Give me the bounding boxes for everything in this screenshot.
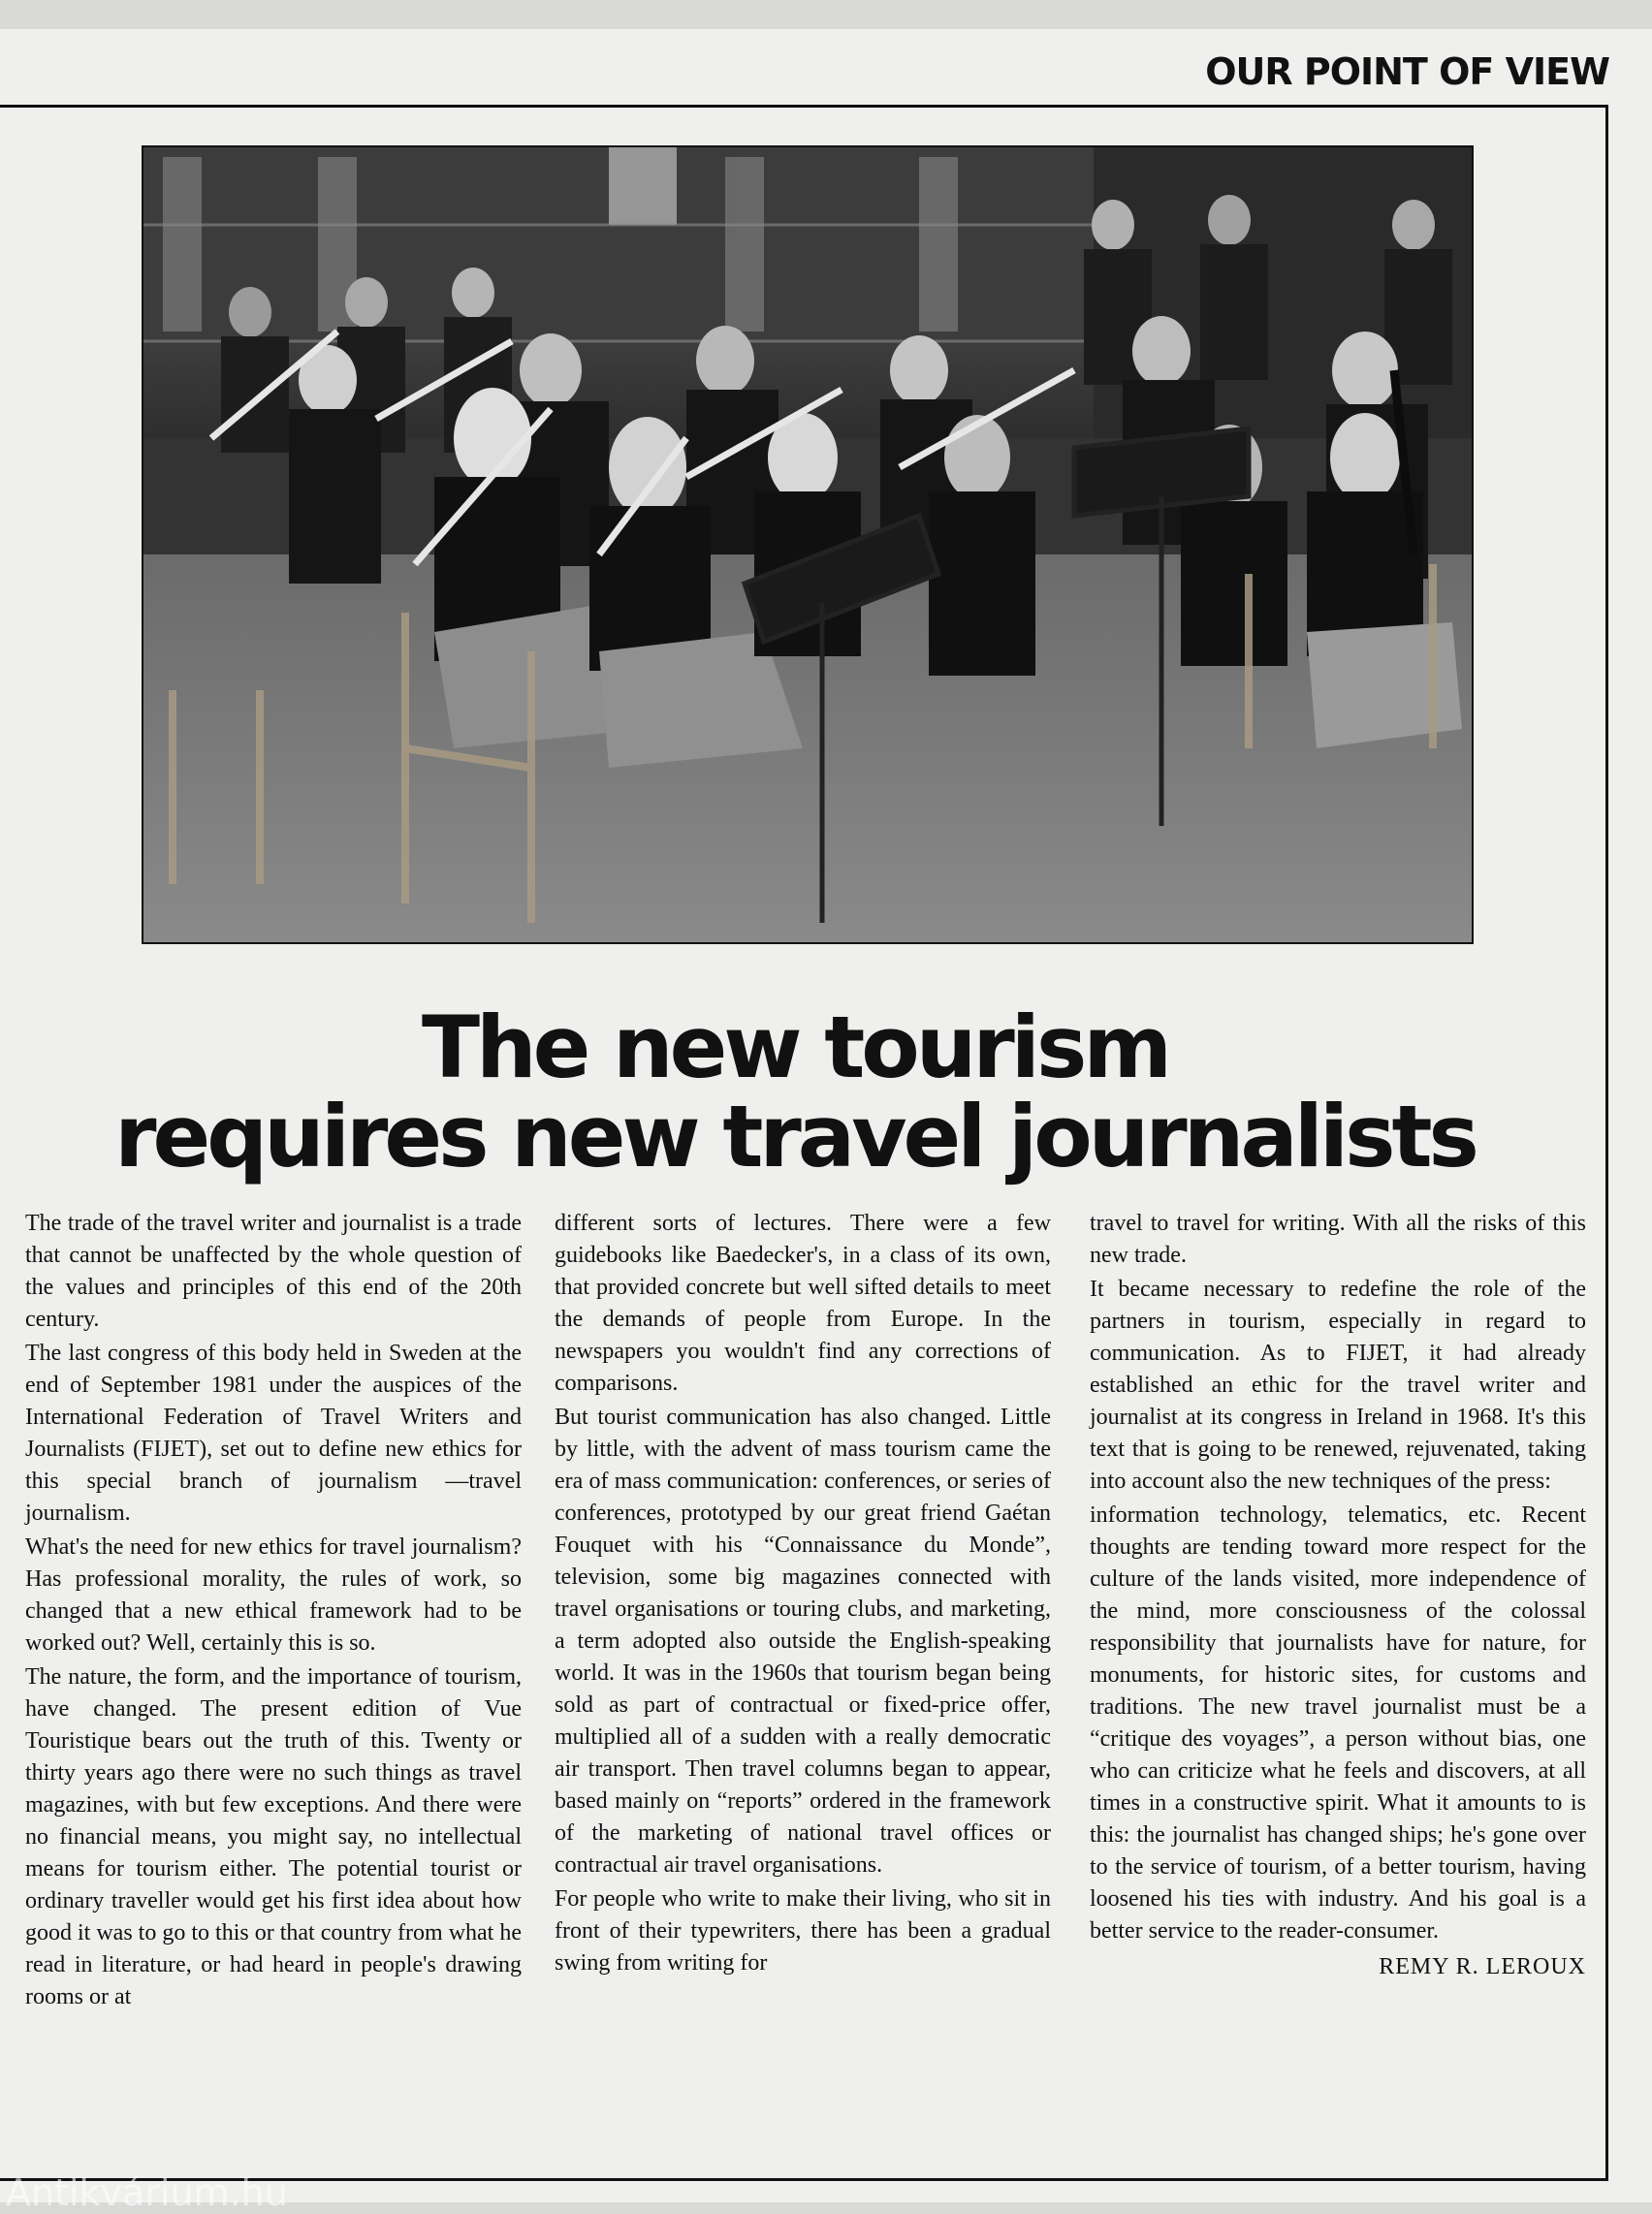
paragraph: different sorts of lectures. There were a few guidebooks like Baedecker's, in a class of its own, that provided concrete but well sifted details to meet the demands of people from Europe. In the newspapers you wouldn't find any corrections of comparisons. — [555, 1211, 1051, 1396]
paragraph: The trade of the travel writer and journalist is a trade that cannot be unaffected by the whole question of the values and principles of this end of the 20th century. — [25, 1211, 522, 1332]
column-1 — [25, 1208, 522, 2015]
paragraph: The last congress of this body held in Sweden at the end of September 1981 under the auspices of the International Federation of Travel Writers and Journalists (FIJET), set out to define new ethics for this special branch of journalism —travel journalism. — [25, 1341, 522, 1526]
paragraph: But tourist communication has also changed. Little by little, with the advent of mass tourism came the era of mass communication: conferences, or series of conferences, prototyped by our great friend Gaétan Fouquet with his “Connaissance du Monde”, television, some big magazines connected with travel organisations or touring clubs, and marketing, a term adopted also outside the English-speaking world. It was in the 1960s that tourism began being sold as part of contractual or fixed-price offer, multiplied all of a sudden with a really democratic air transport. Then travel columns began to appear, based mainly on “reports” ordered in the framework of the marketing of national travel offices or contractual air travel organisations. — [555, 1405, 1051, 1878]
watermark: Antikvárium.hu — [6, 2171, 288, 2214]
band-photo-illustration — [143, 147, 1472, 942]
column-2 — [555, 1208, 1051, 1981]
headline-line-2: requires new travel journalists — [114, 1087, 1476, 1186]
column-3 — [1090, 1208, 1586, 1985]
article-body — [25, 1208, 1590, 2138]
paragraph: information technology, telematics, etc. Recent thoughts are tending toward more respect for the culture of the lands visited, more independence of the mind, more consciousness of the colossal responsibility that journalists have for nature, for monuments, for historic sites, for customs and traditions. The new travel journalist must be a “critique des voyages”, a person without bias, one who can criticize what he feels and discovers, at all times in a constructive spirit. What it amounts to is this: the journalist has changed ships; he's gone over to the service of tourism, of a better tourism, having loosened his ties with industry. And his goal is a better service to the reader-consumer. — [1090, 1502, 1586, 1944]
headline-line-1: The new tourism — [421, 997, 1169, 1097]
headline — [58, 997, 1532, 1186]
byline: REMY R. LEROUX — [1379, 1954, 1586, 1979]
paragraph: What's the need for new ethics for travel journalism? Has professional morality, the rules of work, so changed that a new ethical framework had to be worked out? Well, certainly this is so. — [25, 1534, 522, 1656]
band-photo — [142, 145, 1474, 944]
paragraph: travel to travel for writing. With all the risks of this new trade. — [1090, 1211, 1586, 1268]
magazine-page — [0, 29, 1652, 2214]
paragraph: The nature, the form, and the importance of tourism, have changed. The present edition of Vue Touristique bears out the truth of this. Twenty or thirty years ago there were no such things as travel magazines, with but few exceptions. And there were no financial means, you might say, no intellectual means for tourism either. The potential tourist or ordinary traveller would get his first idea about how good it was to go to this or that country from what he read in literature, or had heard in people's drawing rooms or at — [25, 1664, 522, 2009]
section-label: OUR POINT OF VIEW — [1205, 50, 1609, 93]
paragraph: For people who write to make their living, who sit in front of their typewriters, there has been a gradual swing from writing for — [555, 1886, 1051, 1976]
paragraph: It became necessary to redefine the role of the partners in tourism, especially in regard to communication. As to FIJET, it had already established an ethic for the travel writer and journalist at its congress in Ireland in 1968. It's this text that is going to be renewed, rejuvenated, taking into account also the new techniques of the press: — [1090, 1277, 1586, 1494]
